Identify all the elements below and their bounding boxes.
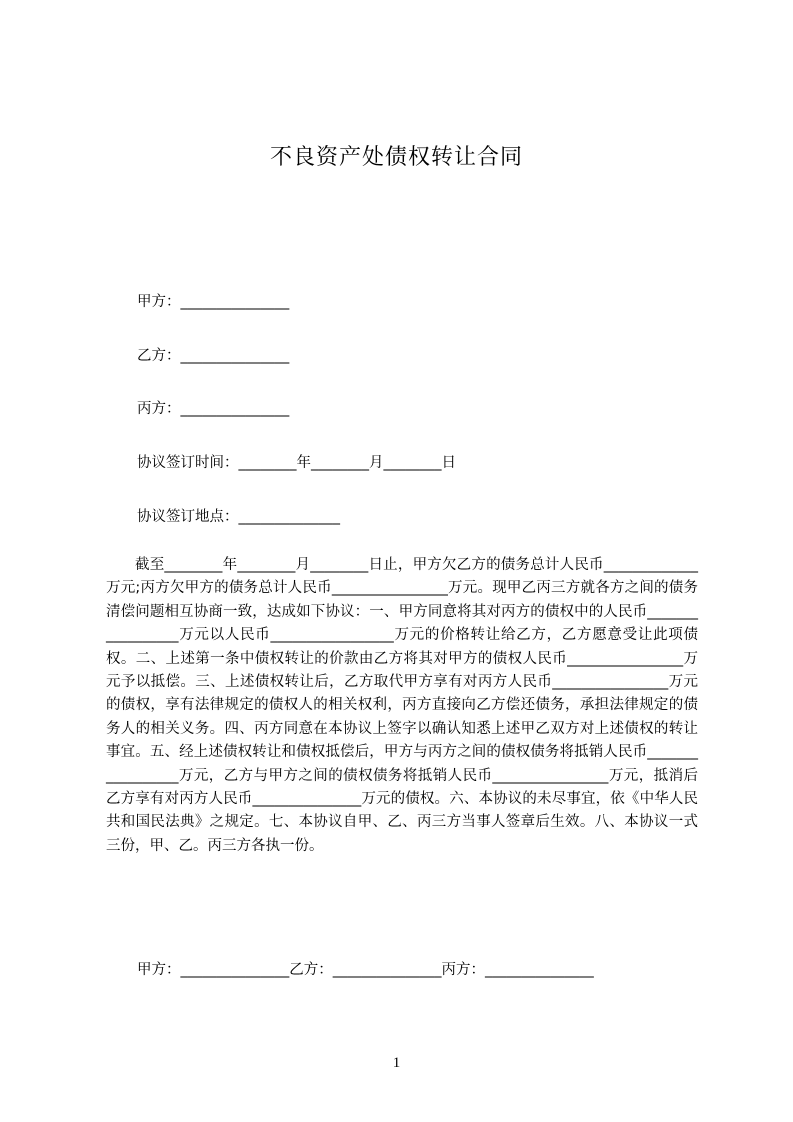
party-c-field: 丙方：_______________	[137, 401, 290, 417]
agreement-body: 截至________年________月________日止，甲方欠乙方的债务总计人民币_____________万元;丙方欠甲方的债务总计人民币________________万元。现甲乙丙三方就各方之间的债务清偿问题相互协商一致，达成如下协议：一、甲方同意将其对丙方的债权中的人民币_________________万元以人民币_________________万元的价格转让给乙方，乙方愿意受让此项债权。二、上述第一条中债权转让的价款由乙方将其对甲方的债权人民币________________万元予以抵偿。三、上述债权转让后，乙方取代甲方享有对丙方人民币________________万元的债权，享有法律规定的债权人的相关权利，丙方直接向乙方偿还债务，承担法律规定的债务人的相关义务。四、丙方同意在本协议上签字以确认知悉上述甲乙双方对上述债权的转让事宜。五、经上述债权转让和债权抵偿后，甲方与丙方之间的债权债务将抵销人民币_________________万元，乙方与甲方之间的债权债务将抵销人民币________________万元，抵消后乙方享有对丙方人民币_______________万元的债权。六、本协议的未尽事宜，依《中华人民共和国民法典》之规定。七、本协议自甲、乙、丙三方当事人签章后生效。八、本协议一式三份，甲、乙。丙三方各执一份。	[106, 557, 698, 854]
page-number: 1	[392, 1055, 401, 1071]
sign-time-field: 协议签订时间：________年________月________日	[137, 455, 456, 471]
sign-place-field: 协议签订地点：______________	[137, 509, 340, 525]
document-title: 不良资产处债权转让合同	[269, 145, 523, 170]
party-a-field: 甲方：_______________	[137, 294, 290, 310]
signature-line: 甲方：_______________乙方：_______________丙方：_______________	[137, 962, 594, 978]
party-b-field: 乙方：_______________	[137, 348, 290, 364]
